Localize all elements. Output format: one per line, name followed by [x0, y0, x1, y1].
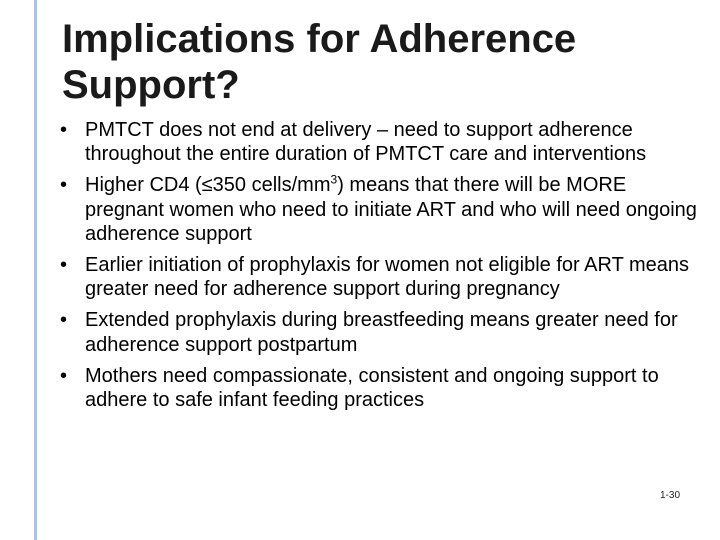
bullet-item [60, 308, 700, 356]
bullet-list [60, 118, 700, 419]
bullet-dot-icon: • [60, 309, 68, 332]
bullet-dot-icon: • [60, 364, 68, 387]
bullet-dot-icon: • [60, 174, 68, 197]
page-number: 1-30 [659, 490, 680, 501]
bullet-text: Extended prophylaxis during breastfeeding means greater need for adherence support postpartum [85, 309, 678, 356]
bullet-item [60, 364, 700, 412]
slide-title: Implications for Adherence Support? [62, 17, 577, 107]
bullet-item [60, 118, 700, 166]
bullet-item [60, 173, 700, 246]
bullet-text-part: Higher CD4 (≤350 cells/mm [85, 174, 331, 197]
bullet-dot-icon: • [60, 119, 68, 141]
bullet-item [60, 253, 700, 301]
left-accent-rule [34, 0, 37, 540]
bullet-text: PMTCT does not end at delivery – need to support adherence throughout the entire duration of PMTCT care and interventions [85, 119, 647, 166]
bullet-text: Earlier initiation of prophylaxis for women not eligible for ART means greater need for adherence support during pregnancy [85, 254, 690, 301]
superscript: 3 [330, 172, 338, 187]
bullet-text: Mothers need compassionate, consistent and ongoing support to adhere to safe infant feeding practices [85, 364, 659, 412]
bullet-text [85, 174, 697, 244]
bullet-text-part: ) means that there will be MORE pregnant women who need to initiate ART and who will need ongoing adherence support [85, 174, 697, 245]
bullet-dot-icon: • [60, 254, 68, 277]
